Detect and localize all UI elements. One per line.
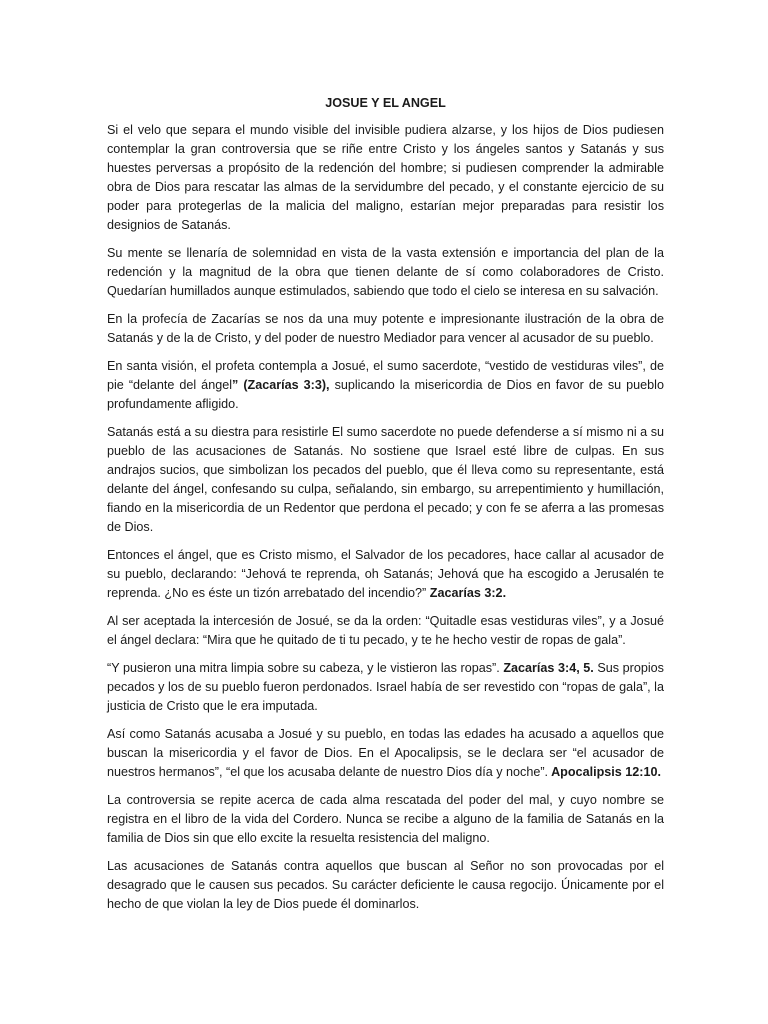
paragraph-8-text-b: Sus propios pecados y los de su pueblo fueron perdonados. Israel había de ser revestido con “ropas de gala”, la justicia de Cristo que le era imputada. [107, 661, 664, 713]
paragraph-6-text-a: Entonces el ángel, que es Cristo mismo, el Salvador de los pecadores, hace callar al acusador de su pueblo, declarando: “Jehová te reprenda, oh Satanás; Jehová que ha escogido a Jerusalén te reprenda. ¿No es éste un tizón arrebatado del incendio?” [107, 548, 664, 600]
paragraph-3: En la profecía de Zacarías se nos da una muy potente e impresionante ilustración de la obra de Satanás y de la de Cristo, y del poder de nuestro Mediador para vencer al acusador de su pueblo. [107, 312, 664, 345]
scripture-reference-apocalipsis-12-10: Apocalipsis 12:10. [548, 765, 661, 779]
paragraph-6 [107, 546, 664, 603]
scripture-reference-zacarias-3-2: Zacarías 3:2. [426, 586, 507, 600]
paragraph-9-text-a: Así como Satanás acusaba a Josué y su pueblo, en todas las edades ha acusado a aquellos que buscan la misericordia y el favor de Dios. En el Apocalipsis, se le declara ser “el acusador de nuestros hermanos”, “el que los acusaba delante de nuestro Dios día y noche”. [107, 727, 664, 779]
paragraph-7: Al ser aceptada la intercesión de Josué, se da la orden: “Quitadle esas vestiduras viles”, y a Josué el ángel declara: “Mira que he quitado de ti tu pecado, y te he hecho vestir de ropas de gala”. [107, 614, 664, 647]
paragraph-2: Su mente se llenaría de solemnidad en vista de la vasta extensión e importancia del plan de la redención y la magnitud de la obra que tienen delante de sí como colaboradores de Cristo. Quedarían humillados aunque estimulados, sabiendo que todo el cielo se interesa en su salvación. [107, 246, 664, 298]
paragraph-11: Las acusaciones de Satanás contra aquellos que buscan al Señor no son provocadas por el desagrado que le causen sus pecados. Su carácter deficiente le causa regocijo. Únicamente por el hecho de que violan la ley de Dios puede él dominarlos. [107, 859, 664, 911]
paragraph-4-text-a: En santa visión, el profeta contempla a Josué, el sumo sacerdote, “vestido de vestiduras viles”, de pie “delante del ángel [107, 359, 664, 392]
paragraph-9 [107, 725, 664, 782]
paragraph-10: La controversia se repite acerca de cada alma rescatada del poder del mal, y cuyo nombre se registra en el libro de la vida del Cordero. Nunca se recibe a alguno de la familia de Satanás en la familia de Dios sin que ello excite la resuelta resistencia del maligno. [107, 793, 664, 845]
paragraph-8 [107, 659, 664, 716]
paragraph-4-text-b: suplicando la misericordia de Dios en favor de su pueblo profundamente afligido. [107, 378, 664, 411]
scripture-reference-zacarias-3-3: ” (Zacarías 3:3), [232, 378, 330, 392]
paragraph-8-text-a: “Y pusieron una mitra limpia sobre su cabeza, y le vistieron las ropas”. [107, 661, 500, 675]
paragraph-5: Satanás está a su diestra para resistirle El sumo sacerdote no puede defenderse a sí mismo ni a su pueblo de las acusaciones de Satanás. No sostiene que Israel esté libre de culpas. En sus andrajos sucios, que simbolizan los pecados del pueblo, que él lleva como su representante, está delante del ángel, confesando su culpa, señalando, sin embargo, su arrepentimiento y humillación, fiando en la misericordia de un Redentor que perdona el pecado; y con fe se aferra a las promesas de Dios. [107, 425, 664, 534]
document-title: JOSUE Y EL ANGEL [325, 96, 446, 110]
paragraph-1: Si el velo que separa el mundo visible del invisible pudiera alzarse, y los hijos de Dios pudiesen contemplar la gran controversia que se riñe entre Cristo y los ángeles santos y Satanás y sus huestes perversas a propósito de la redención del hombre; si pudiesen comprender la admirable obra de Dios para rescatar las almas de la servidumbre del pecado, y el constante ejercicio de su poder para protegerlas de la malicia del maligno, estarían mejor preparadas para resistir los designios de Satanás. [107, 123, 664, 232]
scripture-reference-zacarias-3-4-5: Zacarías 3:4, 5. [499, 661, 594, 675]
paragraph-4 [107, 357, 664, 414]
